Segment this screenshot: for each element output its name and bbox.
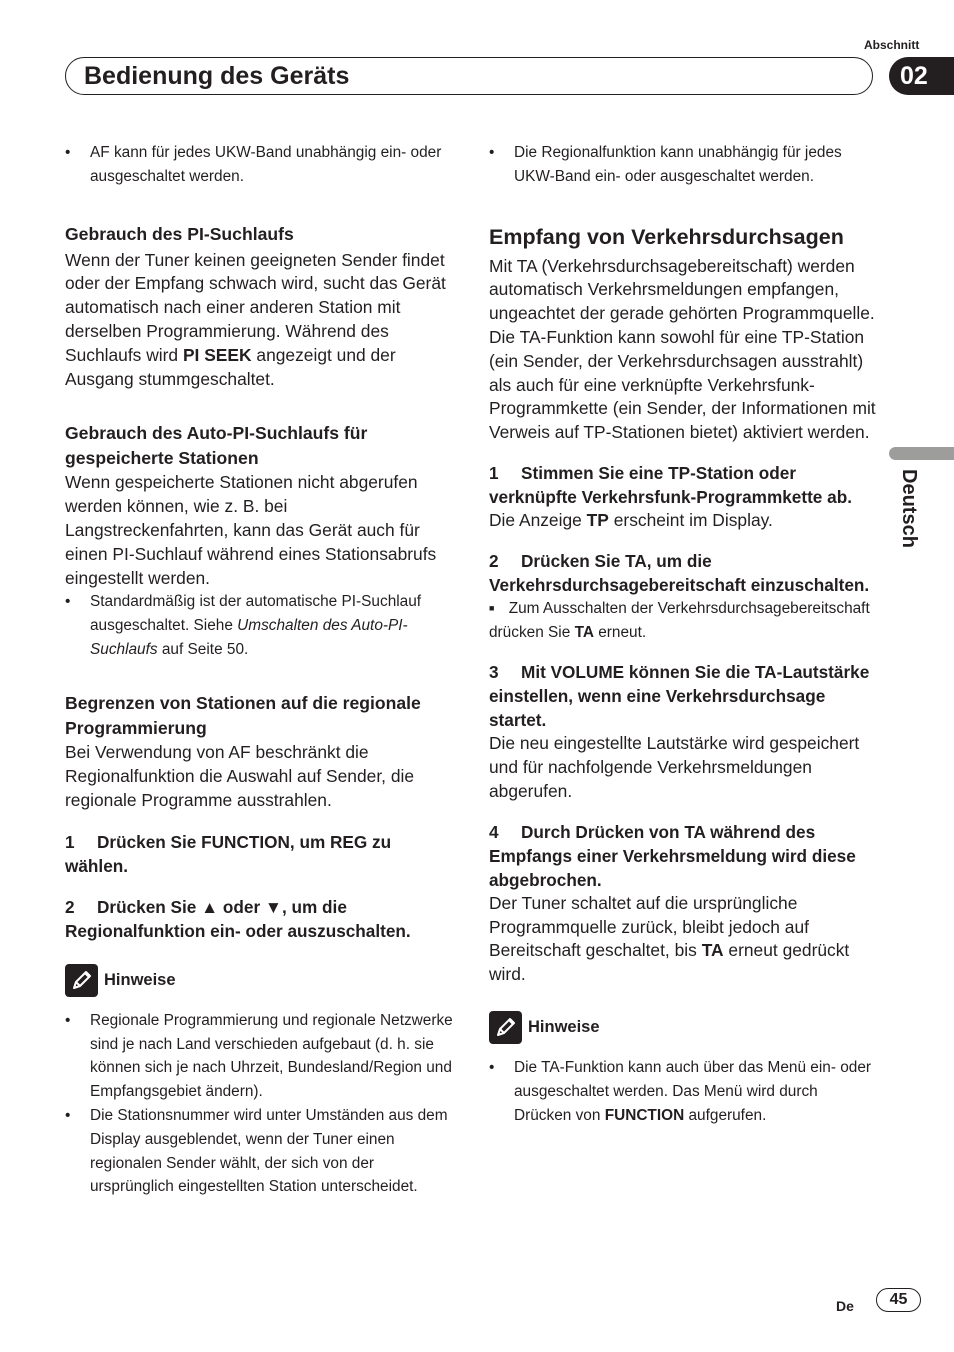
step-body-text-end: erneut.	[598, 623, 647, 641]
ta-key-term: TA	[574, 623, 594, 641]
list-item	[65, 590, 453, 662]
step-text: Durch Drücken von TA während des Empfangs einer Verkehrsmeldung wird diese abgebrochen.	[489, 821, 856, 890]
list-item	[489, 1056, 877, 1127]
pencil-icon	[489, 1011, 522, 1044]
notes-label: Hinweise	[528, 1017, 600, 1036]
page-title: Bedienung des Geräts	[84, 62, 350, 90]
notes-label: Hinweise	[104, 970, 176, 989]
right-column	[489, 141, 877, 1127]
function-key-term: FUNCTION	[604, 1106, 685, 1124]
step-3	[489, 660, 877, 732]
list-item: • Regionale Programmierung und regionale Netzwerke sind je nach Land verschieden aufgebaut (d. h. sie können sich je nach Uhrzeit, Bundesland/Region und Empfangsgebiet ändern).	[65, 1009, 453, 1104]
step-text: Mit VOLUME können Sie die TA-Lautstärke einstellen, wenn eine Verkehrsdurchsage startet.	[489, 662, 870, 731]
pi-seek-paragraph	[65, 249, 453, 392]
list-item: • Die Regionalfunktion kann unabhängig für jedes UKW-Band ein- oder ausgeschaltet werden.	[489, 141, 877, 189]
pi-seek-display-term: PI SEEK	[182, 344, 252, 365]
bullet-text-end: auf Seite 50.	[161, 641, 249, 659]
section-heading-regional: Begrenzen von Stationen auf die regionale Programmierung	[65, 693, 421, 739]
step-1-body	[489, 509, 877, 533]
chapter-number: 02	[900, 62, 928, 90]
page-number: 45	[876, 1288, 921, 1312]
step-4-body	[489, 892, 877, 987]
step-3-body: Die neu eingestellte Lautstärke wird gespeichert und für nachfolgende Verkehrsmeldungen abgerufen.	[489, 733, 860, 801]
notes-header	[65, 964, 453, 997]
step-number: 4	[489, 821, 499, 842]
tp-display-term: TP	[586, 509, 609, 530]
section-heading-auto-pi: Gebrauch des Auto-PI-Suchlaufs für gespeicherte Stationen	[65, 423, 368, 469]
pencil-icon	[65, 964, 98, 997]
step-2	[489, 549, 877, 597]
note-text: Die TA-Funktion kann auch über das Menü ein- oder ausgeschaltet werden. Das Menü wird durch Drücken von	[514, 1058, 872, 1124]
step-body-text: Der Tuner schaltet auf die ursprüngliche Programmquelle zurück, bleibt jedoch auf Bereitschaft geschaltet, bis	[489, 892, 809, 961]
list-item: • AF kann für jedes UKW-Band unabhängig ein- oder ausgeschaltet werden.	[65, 141, 453, 189]
footer-language-code: De	[836, 1298, 854, 1314]
section-label: Abschnitt	[864, 38, 920, 52]
cross-reference-link: Umschalten des Auto-PI-Suchlaufs	[90, 617, 408, 659]
step-1	[489, 461, 877, 509]
step-number: 1	[65, 831, 75, 852]
step-number: 2	[489, 550, 499, 571]
step-4	[489, 820, 877, 892]
step-body-text: Die Anzeige	[489, 509, 582, 530]
auto-pi-paragraph: Wenn gespeicherte Stationen nicht abgerufen werden können, wie z. B. bei Langstreckenfahrten, kann das Gerät auch für einen PI-Suchlauf während eines Stationsabrufs eingestellt werden.	[65, 472, 437, 588]
bullet-text: Standardmäßig ist der automatische PI-Suchlauf ausgeschaltet. Siehe	[90, 593, 422, 635]
pi-seek-text: Wenn der Tuner keinen geeigneten Sender findet oder der Empfang schwach wird, sucht das Gerät automatisch nach einer anderen Station mit derselben Programmierung. Während des Suchlaufs wird	[65, 249, 446, 365]
step-body-text-end: erneut gedrückt wird.	[489, 940, 850, 985]
step-text: Drücken Sie ▲ oder ▼, um die Regionalfunktion ein- oder auszuschalten.	[65, 896, 411, 941]
step-2	[65, 895, 453, 943]
note-text-end: aufgerufen.	[688, 1106, 767, 1124]
ta-key-term: TA	[701, 940, 724, 961]
traffic-paragraph: Mit TA (Verkehrsdurchsagebereitschaft) werden automatisch Verkehrsmeldungen empfangen, ungeachtet der gerade gehörten Programmquelle. Die TA-Funktion kann sowohl für eine TP-Station (ein Sender, der Verkehrsdurchsagen ausstrahlt) als auch für eine verknüpfte Verkehrsfunk-Programmkette (ein Sender, der Informationen mit Verweis auf TP-Stationen bietet) aktiviert werden.	[489, 255, 876, 443]
step-body-text: Zum Ausschalten der Verkehrsdurchsagebereitschaft drücken Sie	[489, 599, 870, 641]
step-number: 1	[489, 462, 499, 483]
step-text: Drücken Sie FUNCTION, um REG zu wählen.	[65, 831, 392, 876]
section-heading-traffic: Empfang von Verkehrsdurchsagen	[489, 224, 844, 249]
regional-paragraph: Bei Verwendung von AF beschränkt die Regionalfunktion die Auswahl auf Sender, die regionale Programme ausstrahlen.	[65, 742, 415, 810]
language-tab-marker	[889, 447, 954, 460]
step-number: 2	[65, 896, 75, 917]
left-column	[65, 141, 453, 1199]
step-1	[65, 830, 453, 878]
step-body-text-end: erscheint im Display.	[613, 509, 773, 530]
step-text: Drücken Sie TA, um die Verkehrsdurchsagebereitschaft einzuschalten.	[489, 550, 870, 595]
language-tab-label: Deutsch	[898, 469, 920, 548]
step-text: Stimmen Sie eine TP-Station oder verknüpfte Verkehrsfunk-Programmkette ab.	[489, 462, 852, 507]
section-heading-pi-seek: Gebrauch des PI-Suchlaufs	[65, 223, 294, 244]
notes-header	[489, 1011, 877, 1044]
pi-seek-text-end: angezeigt und der Ausgang stummgeschaltet.	[65, 344, 396, 389]
step-number: 3	[489, 662, 499, 683]
list-item: • Die Stationsnummer wird unter Umständen aus dem Display ausgeblendet, wenn der Tuner einen regionalen Sender wählt, der sich von der ursprünglich eingestellten Station unterscheidet.	[65, 1104, 453, 1199]
step-2-body	[489, 597, 877, 645]
